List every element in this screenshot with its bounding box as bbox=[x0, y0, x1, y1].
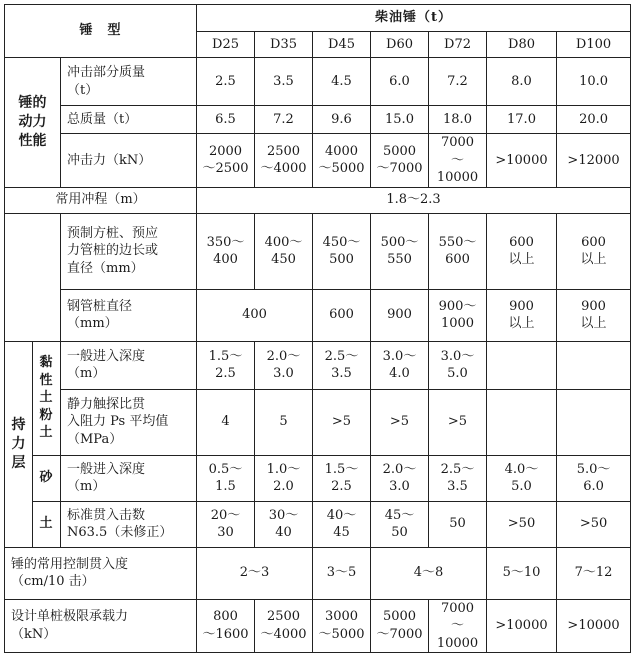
model-header: D45 bbox=[313, 32, 371, 58]
sand-spt-row bbox=[5, 501, 631, 547]
model-header: D100 bbox=[557, 32, 631, 58]
sand-depth-row bbox=[5, 455, 631, 501]
table-cell: 20.0 bbox=[557, 106, 631, 134]
header-row-1 bbox=[5, 5, 631, 32]
row-label: 静力触探比贯 入阻力 Ps 平均值 （MPa） bbox=[61, 389, 197, 455]
control-penetration-row bbox=[5, 547, 631, 599]
table-cell: 350～ 400 bbox=[197, 213, 255, 289]
table-cell: 5.0～ 6.0 bbox=[557, 455, 631, 501]
table-cell: 900 以上 bbox=[557, 289, 631, 341]
model-header: D25 bbox=[197, 32, 255, 58]
table-cell: 5000 ～7000 bbox=[371, 134, 429, 188]
table-cell: 3.5 bbox=[255, 58, 313, 106]
table-cell: 600 以上 bbox=[487, 213, 557, 289]
table-cell: 1.5～ 2.5 bbox=[313, 455, 371, 501]
empty-cell bbox=[487, 341, 557, 389]
table-cell: 4.0～ 5.0 bbox=[487, 455, 557, 501]
bearing-layer-label: 持力层 bbox=[5, 341, 33, 547]
clay-cpt-row bbox=[5, 389, 631, 455]
table-cell: 5～10 bbox=[487, 547, 557, 599]
table-cell: 550～ 600 bbox=[429, 213, 487, 289]
table-cell: 900 bbox=[371, 289, 429, 341]
pile-category-cell bbox=[5, 213, 61, 341]
table-cell: 0.5～ 1.5 bbox=[197, 455, 255, 501]
table-cell: 1.8～2.3 bbox=[197, 187, 631, 213]
model-header: D72 bbox=[429, 32, 487, 58]
square-pile-row bbox=[5, 213, 631, 289]
table-cell: 3.0～ 5.0 bbox=[429, 341, 487, 389]
diesel-hammer-header: 柴油锤（t） bbox=[197, 5, 631, 32]
row-label: 冲击力（kN） bbox=[61, 134, 197, 188]
row-label: 预制方桩、预应 力管桩的边长或 直径（mm） bbox=[61, 213, 197, 289]
table-cell: 7.2 bbox=[429, 58, 487, 106]
table-cell: 450～ 500 bbox=[313, 213, 371, 289]
empty-cell bbox=[487, 389, 557, 455]
table-cell: 2.0～ 3.0 bbox=[255, 341, 313, 389]
row-label: 钢管桩直径 （mm） bbox=[61, 289, 197, 341]
table-cell: 6.0 bbox=[371, 58, 429, 106]
table-cell: 15.0 bbox=[371, 106, 429, 134]
table-cell: 50 bbox=[429, 501, 487, 547]
table-cell: 3～5 bbox=[313, 547, 371, 599]
clay-depth-row bbox=[5, 341, 631, 389]
total-mass-row bbox=[5, 106, 631, 134]
table-cell: 30～ 40 bbox=[255, 501, 313, 547]
table-cell: >50 bbox=[487, 501, 557, 547]
table-cell: 18.0 bbox=[429, 106, 487, 134]
impact-force-row bbox=[5, 134, 631, 188]
table-cell: >5 bbox=[313, 389, 371, 455]
table-cell: >5 bbox=[429, 389, 487, 455]
table-cell: >10000 bbox=[557, 599, 631, 653]
row-label: 常用冲程（m） bbox=[5, 187, 197, 213]
row-label: 冲击部分质量 （t） bbox=[61, 58, 197, 106]
row-label: 锤的常用控制贯入度 （cm/10 击） bbox=[5, 547, 197, 599]
table-cell: 3000 ～5000 bbox=[313, 599, 371, 653]
table-cell: 7000 ～10000 bbox=[429, 134, 487, 188]
table-cell: 900 以上 bbox=[487, 289, 557, 341]
table-cell: 3.0～ 4.0 bbox=[371, 341, 429, 389]
table-cell: 17.0 bbox=[487, 106, 557, 134]
table-cell: 1.5～ 2.5 bbox=[197, 341, 255, 389]
table-cell: 600 bbox=[313, 289, 371, 341]
hammer-selection-table bbox=[4, 4, 631, 653]
row-label: 一般进入深度 （m） bbox=[61, 455, 197, 501]
row-label: 总质量（t） bbox=[61, 106, 197, 134]
table-cell: 7000 ～10000 bbox=[429, 599, 487, 653]
table-cell: 600 以上 bbox=[557, 213, 631, 289]
table-cell: >10000 bbox=[487, 599, 557, 653]
table-cell: 4 bbox=[197, 389, 255, 455]
stroke-row bbox=[5, 187, 631, 213]
table-cell: 800 ～1600 bbox=[197, 599, 255, 653]
table-cell: 400 bbox=[197, 289, 313, 341]
clay-silt-label: 黏 性 土 粉 土 bbox=[33, 341, 61, 455]
table-cell: 1.0～ 2.0 bbox=[255, 455, 313, 501]
table-cell: 7～12 bbox=[557, 547, 631, 599]
table-cell: >50 bbox=[557, 501, 631, 547]
table-cell: 4.5 bbox=[313, 58, 371, 106]
sand-label: 砂 bbox=[33, 455, 61, 501]
table-cell: 7.2 bbox=[255, 106, 313, 134]
table-cell: 2～3 bbox=[197, 547, 313, 599]
table-cell: 2.5 bbox=[197, 58, 255, 106]
table-cell: 2.0～ 3.0 bbox=[371, 455, 429, 501]
row-label: 设计单桩极限承载力 （kN） bbox=[5, 599, 197, 653]
table-cell: 500～ 550 bbox=[371, 213, 429, 289]
row-label: 标准贯入击数 N63.5（未修正） bbox=[61, 501, 197, 547]
steel-pile-row bbox=[5, 289, 631, 341]
empty-cell bbox=[557, 389, 631, 455]
model-header: D35 bbox=[255, 32, 313, 58]
table-cell: 20～ 30 bbox=[197, 501, 255, 547]
table-cell: 9.6 bbox=[313, 106, 371, 134]
table-cell: >10000 bbox=[487, 134, 557, 188]
table-cell: 40～ 45 bbox=[313, 501, 371, 547]
table-cell: 2000 ～2500 bbox=[197, 134, 255, 188]
table-cell: 10.0 bbox=[557, 58, 631, 106]
table-cell: 5 bbox=[255, 389, 313, 455]
model-header: D80 bbox=[487, 32, 557, 58]
hammer-type-header: 锤 型 bbox=[5, 5, 197, 58]
table-cell: 4～8 bbox=[371, 547, 487, 599]
impact-mass-row bbox=[5, 58, 631, 106]
table-cell: 8.0 bbox=[487, 58, 557, 106]
empty-cell bbox=[557, 341, 631, 389]
dynamic-performance-label: 锤的 动力 性能 bbox=[5, 58, 61, 188]
table-cell: 5000 ～7000 bbox=[371, 599, 429, 653]
table-cell: 45～ 50 bbox=[371, 501, 429, 547]
table-cell: 2500 ～4000 bbox=[255, 599, 313, 653]
table-cell: 6.5 bbox=[197, 106, 255, 134]
table-cell: 2.5～ 3.5 bbox=[429, 455, 487, 501]
table-cell: 400～ 450 bbox=[255, 213, 313, 289]
soil-label: 土 bbox=[33, 501, 61, 547]
model-header: D60 bbox=[371, 32, 429, 58]
table-cell: 4000 ～5000 bbox=[313, 134, 371, 188]
table-cell: >12000 bbox=[557, 134, 631, 188]
table-cell: 2.5～ 3.5 bbox=[313, 341, 371, 389]
row-label: 一般进入深度 （m） bbox=[61, 341, 197, 389]
table-cell: 2500 ～4000 bbox=[255, 134, 313, 188]
table-cell: >5 bbox=[371, 389, 429, 455]
table-cell: 900～ 1000 bbox=[429, 289, 487, 341]
